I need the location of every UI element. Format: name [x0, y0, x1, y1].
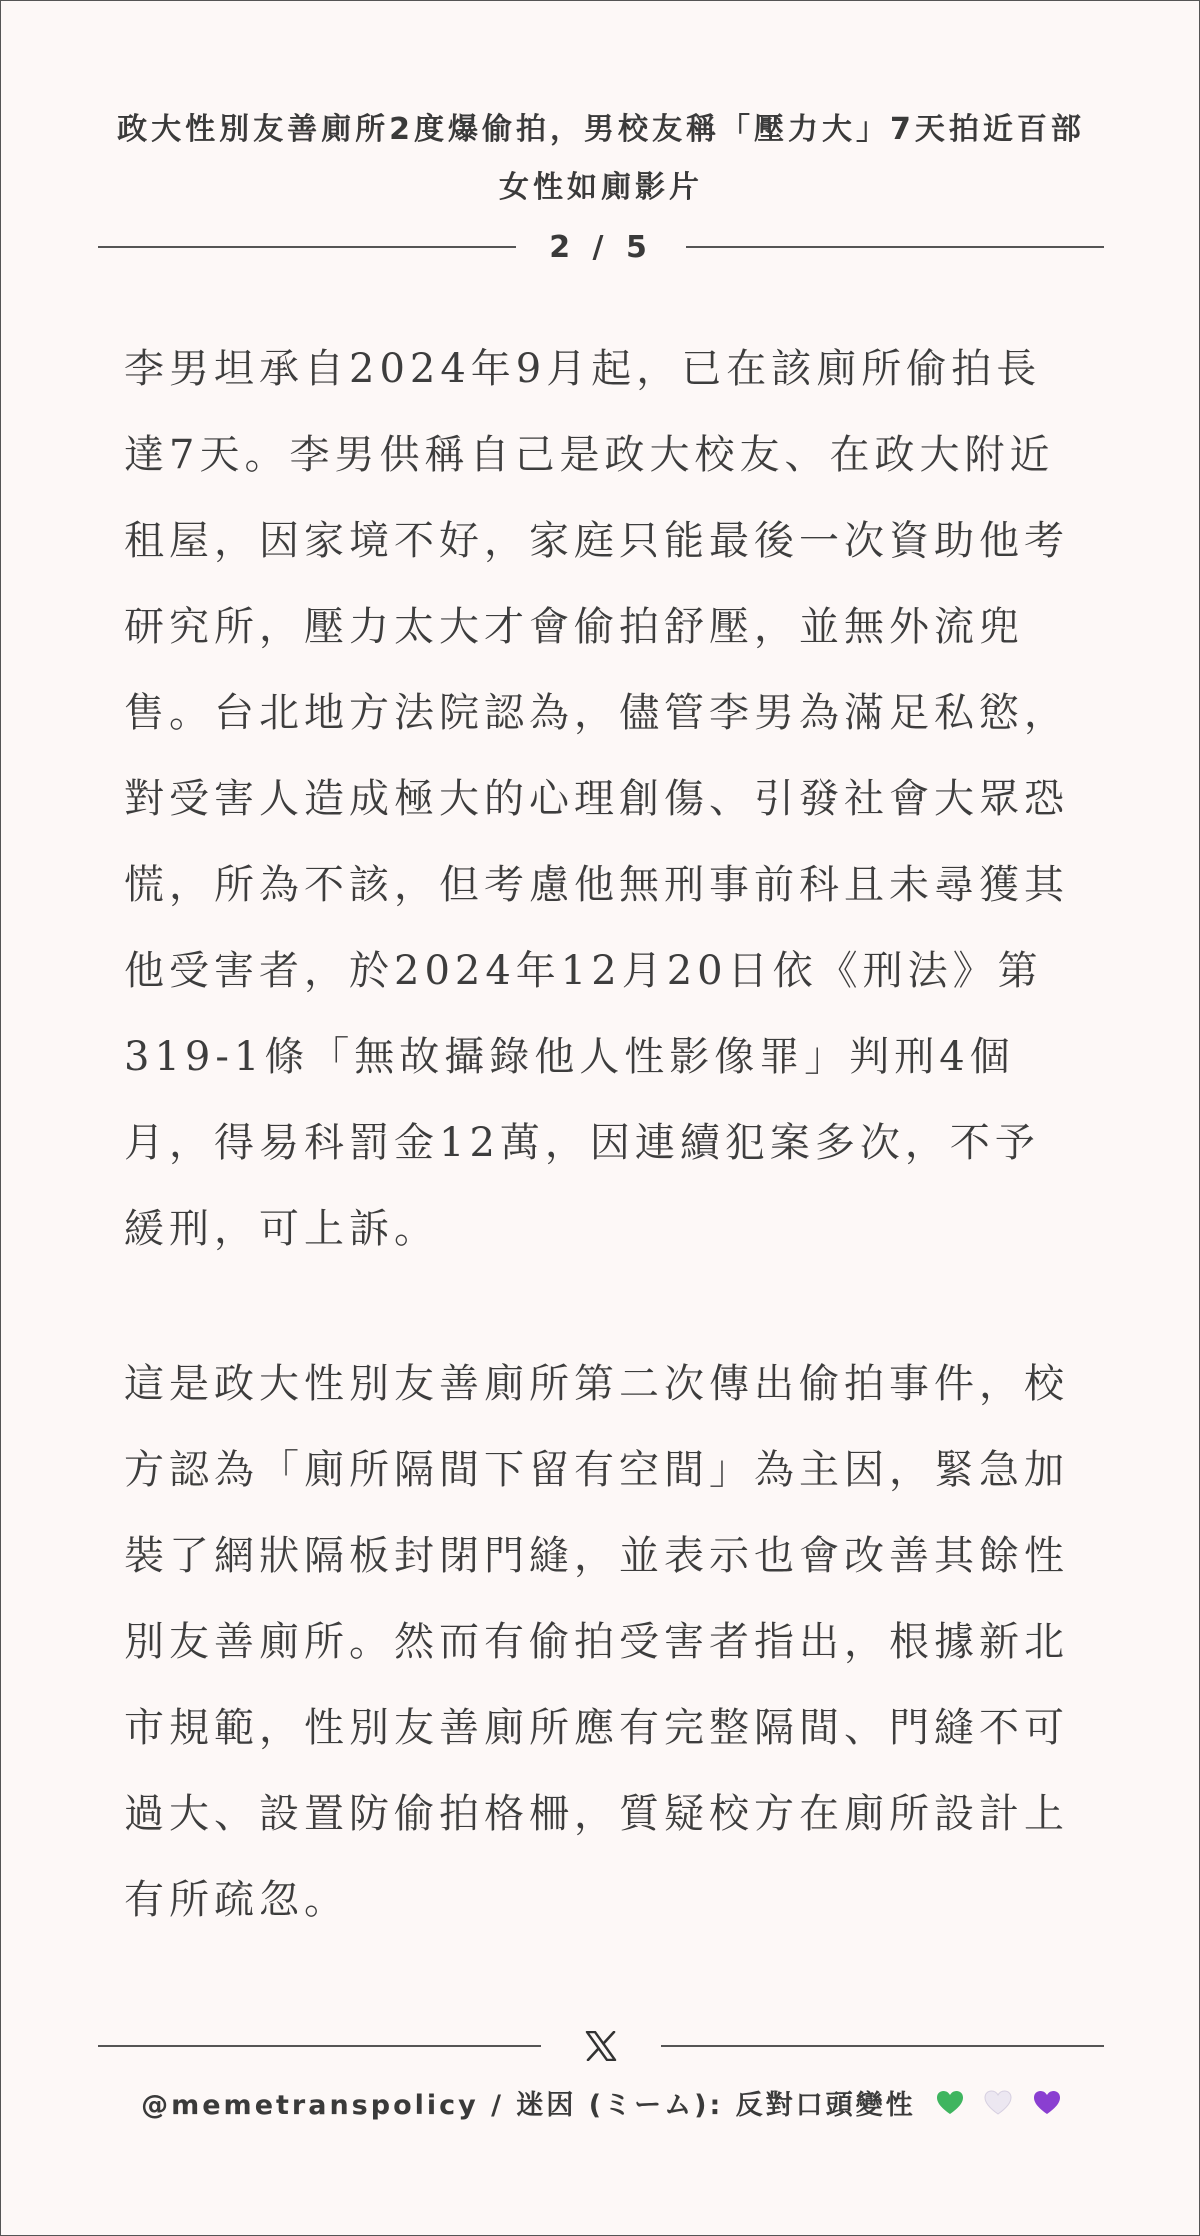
total-pages: 5 [625, 229, 653, 265]
page-divider [98, 222, 1104, 272]
divider-line-left [98, 2045, 541, 2047]
page-separator: / [592, 229, 610, 265]
credit-text: @memetranspolicy / 迷因 (ミーム): 反對口頭變性 [141, 2090, 916, 2121]
page-indicator [516, 230, 686, 265]
x-logo-icon [541, 2031, 661, 2061]
green-heart-icon [936, 2090, 964, 2123]
page-title: 政大性別友善廁所2度爆偷拍，男校友稱「壓力大」7天拍近百部女性如廁影片 [117, 112, 1085, 205]
purple-heart-icon [1033, 2090, 1061, 2123]
article-paragraph-2: 這是政大性別友善廁所第二次傳出偷拍事件，校方認為「廁所隔間下留有空間」為主因，緊急加裝了網狀隔板封閉門縫，並表示也會改善其餘性別友善廁所。然而有偷拍受害者指出，根據新北市規範，性別友善廁所應有完整隔間、門縫不可過大、設置防偷拍格柵，質疑校方在廁所設計上有所疏忽。 [124, 1361, 1069, 1923]
divider-line-right [661, 2045, 1104, 2047]
footer-credit [101, 2083, 1101, 2123]
divider-line-left [98, 246, 516, 248]
white-heart-icon [984, 2090, 1012, 2123]
article-paragraph-1: 李男坦承自2024年9月起，已在該廁所偷拍長達7天。李男供稱自己是政大校友、在政大附近租屋，因家境不好，家庭只能最後一次資助他考研究所，壓力太大才會偷拍舒壓，並無外流兜售。台北地方法院認為，儘管李男為滿足私慾，對受害人造成極大的心理創傷、引發社會大眾恐慌，所為不該，但考慮他無刑事前科且未尋獲其他受害者，於2024年12月20日依《刑法》第319-1條「無故攝錄他人性影像罪」判刑4個月，得易科罰金12萬，因連續犯案多次，不予緩刑，可上訴。 [124, 346, 1069, 1252]
divider-line-right [686, 246, 1104, 248]
footer-divider [98, 2021, 1104, 2071]
current-page: 2 [549, 229, 577, 265]
